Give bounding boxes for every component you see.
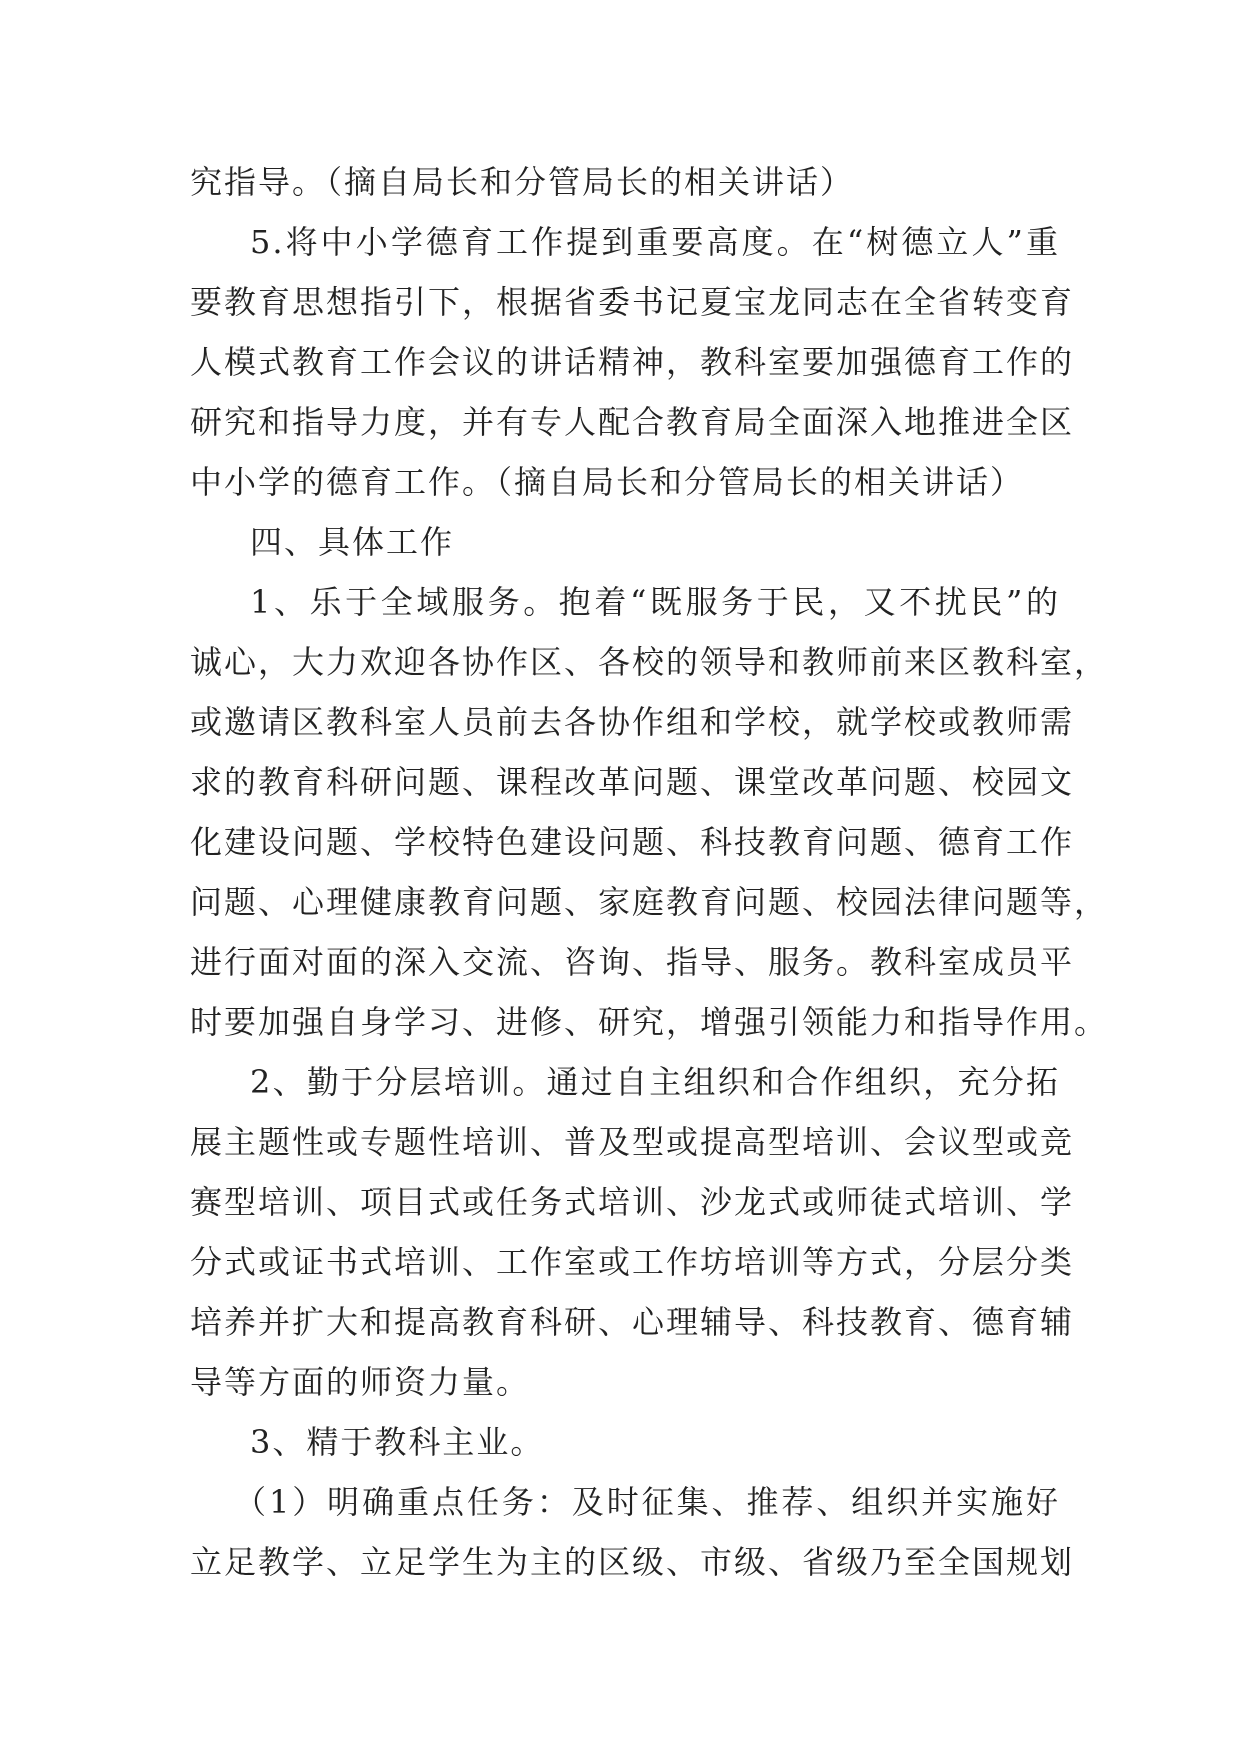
text-line: 要教育思想指引下，根据省委书记夏宝龙同志在全省转变育 [190, 283, 1075, 321]
text-line: 问题、心理健康教育问题、家庭教育问题、校园法律问题等， [190, 883, 1109, 921]
text-line: 分式或证书式培训、工作室或工作坊培训等方式，分层分类 [190, 1243, 1075, 1281]
text-line: 求的教育科研问题、课程改革问题、课堂改革问题、校园文 [190, 763, 1075, 801]
text-line: 培养并扩大和提高教育科研、心理辅导、科技教育、德育辅 [190, 1303, 1075, 1341]
text-line: 化建设问题、学校特色建设问题、科技教育问题、德育工作 [190, 823, 1075, 861]
document-body [190, 152, 1109, 1592]
paragraph-5-heading: 5.将中小学德育工作提到重要高度。在“树德立人”重 [250, 223, 1060, 261]
item-3-heading: 3、精于教科主业。 [250, 1423, 545, 1461]
text-line: 中小学的德育工作。（摘自局长和分管局长的相关讲话） [190, 463, 1025, 501]
text-line: 人模式教育工作会议的讲话精神，教科室要加强德育工作的 [190, 343, 1075, 381]
item-1-heading: 1、乐于全域服务。抱着“既服务于民，又不扰民”的 [250, 583, 1060, 621]
subitem-1-heading: （1）明确重点任务：及时征集、推荐、组织并实施好 [234, 1483, 1060, 1521]
text-line: 展主题性或专题性培训、普及型或提高型培训、会议型或竞 [190, 1123, 1075, 1161]
text-line: 诚心，大力欢迎各协作区、各校的领导和教师前来区教科室， [190, 643, 1109, 681]
text-line: 赛型培训、项目式或任务式培训、沙龙式或师徒式培训、学 [190, 1183, 1075, 1221]
item-2-heading: 2、勤于分层培训。通过自主组织和合作组织，充分拓 [250, 1063, 1060, 1101]
text-line: 究指导。（摘自局长和分管局长的相关讲话） [190, 163, 855, 201]
text-line: 导等方面的师资力量。 [190, 1363, 531, 1401]
text-line: 进行面对面的深入交流、咨询、指导、服务。教科室成员平 [190, 943, 1075, 981]
section-heading: 四、具体工作 [250, 523, 455, 561]
text-line: 时要加强自身学习、进修、研究，增强引领能力和指导作用。 [190, 1003, 1109, 1041]
text-line: 研究和指导力度，并有专人配合教育局全面深入地推进全区 [190, 403, 1075, 441]
text-line: 立足教学、立足学生为主的区级、市级、省级乃至全国规划 [190, 1543, 1075, 1581]
text-line: 或邀请区教科室人员前去各协作组和学校，就学校或教师需 [190, 703, 1075, 741]
